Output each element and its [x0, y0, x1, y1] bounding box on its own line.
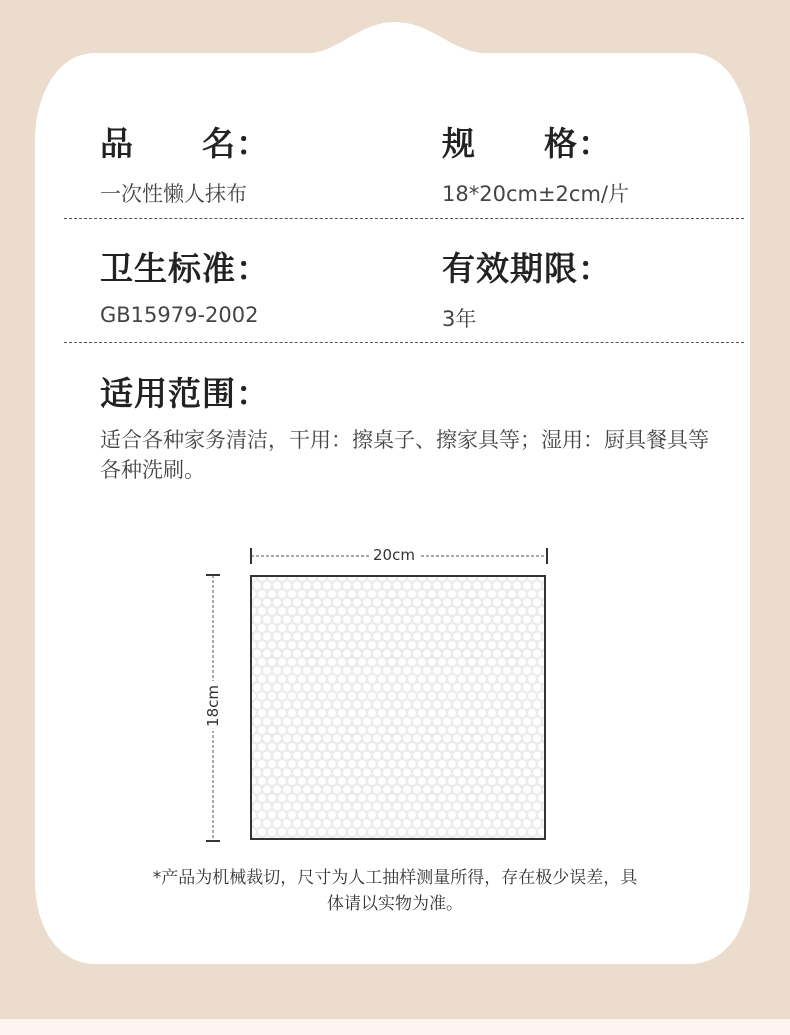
- spec-value-name: 一次性懒人抹布: [100, 182, 247, 206]
- footnote: *产品为机械裁切，尺寸为人工抽样测量所得，存在极少误差，具体请以实物为准。: [152, 868, 638, 914]
- spec-value-standard: GB15979-2002: [100, 303, 259, 327]
- spec-value-shelf-life: 3年: [442, 307, 477, 331]
- usage-description: 适合各种家务清洁，干用：擦桌子、擦家具等；湿用：厨具餐具等各种洗刷。: [100, 428, 709, 482]
- height-label: 18cm: [204, 681, 222, 731]
- spec-label-name: 品 名：: [100, 124, 270, 163]
- width-label: 20cm: [369, 546, 419, 564]
- spec-label-shelf-life: 有效期限：: [442, 249, 612, 288]
- cloth-illustration: [250, 575, 546, 840]
- usage-label: 适用范围：: [100, 374, 270, 413]
- spec-label-size: 规 格：: [442, 124, 612, 163]
- spec-value-size: 18*20cm±2cm/片: [442, 182, 629, 206]
- spec-label-standard: 卫生标准：: [100, 249, 270, 288]
